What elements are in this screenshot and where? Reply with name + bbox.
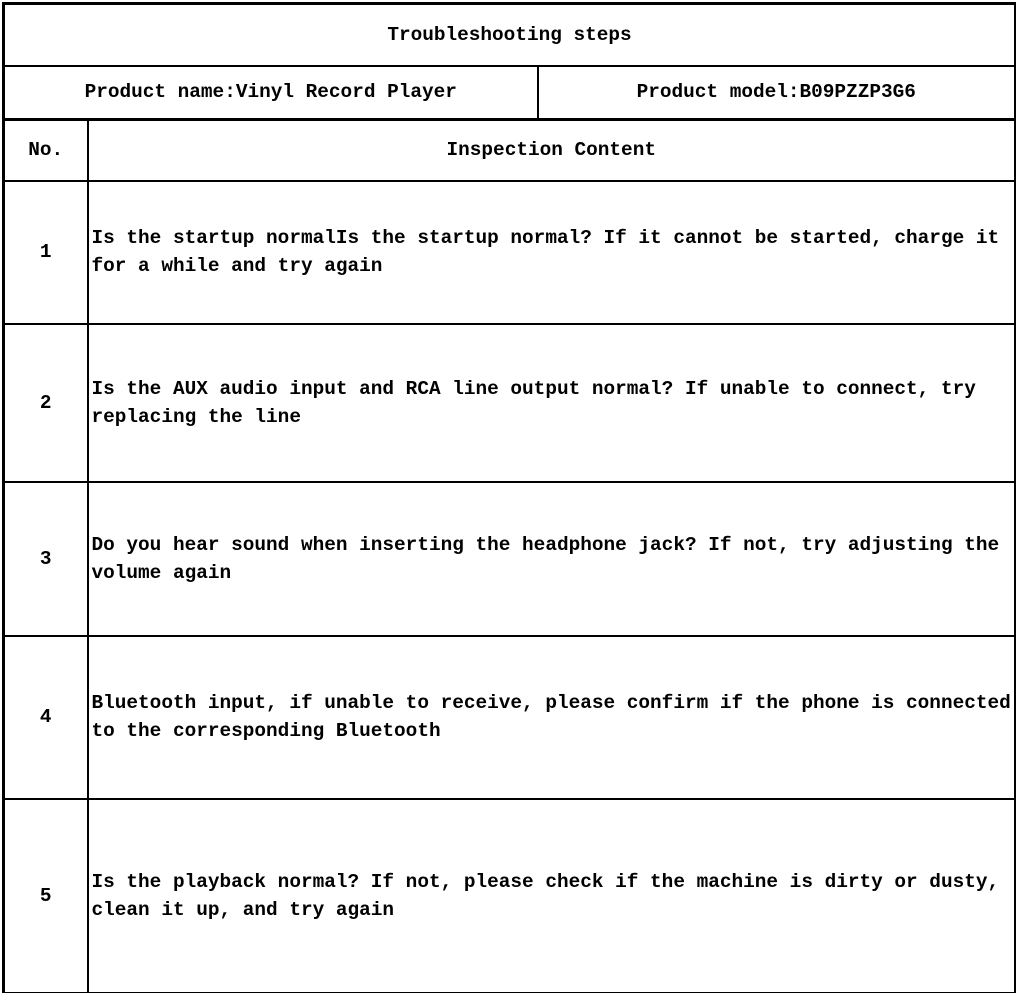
row-content: Is the AUX audio input and RCA line output normal? If unable to connect, try replacing the line <box>88 324 1016 482</box>
product-name-cell: Product name:Vinyl Record Player <box>4 66 538 120</box>
row-content: Bluetooth input, if unable to receive, please confirm if the phone is connected to the corresponding Bluetooth <box>88 636 1016 799</box>
table-row <box>4 482 1016 636</box>
page-title: Troubleshooting steps <box>4 4 1016 66</box>
row-number: 2 <box>4 324 88 482</box>
row-content: Is the playback normal? If not, please check if the machine is dirty or dusty, clean it up, and try again <box>88 799 1016 993</box>
col-header-no: No. <box>4 120 88 181</box>
row-content: Do you hear sound when inserting the headphone jack? If not, try adjusting the volume again <box>88 482 1016 636</box>
row-number: 1 <box>4 181 88 324</box>
table-row <box>4 324 1016 482</box>
product-model-cell: Product model:B09PZZP3G6 <box>538 66 1016 120</box>
troubleshooting-sheet <box>2 2 1014 993</box>
column-header-row <box>4 120 1016 181</box>
product-row <box>4 66 1016 120</box>
row-number: 5 <box>4 799 88 993</box>
col-header-inspection-content: Inspection Content <box>88 120 1016 181</box>
title-row <box>4 4 1016 66</box>
troubleshooting-table <box>2 2 1016 993</box>
table-row <box>4 636 1016 799</box>
table-row <box>4 181 1016 324</box>
row-number: 3 <box>4 482 88 636</box>
row-content: Is the startup normalIs the startup normal? If it cannot be started, charge it for a while and try again <box>88 181 1016 324</box>
table-row <box>4 799 1016 993</box>
row-number: 4 <box>4 636 88 799</box>
